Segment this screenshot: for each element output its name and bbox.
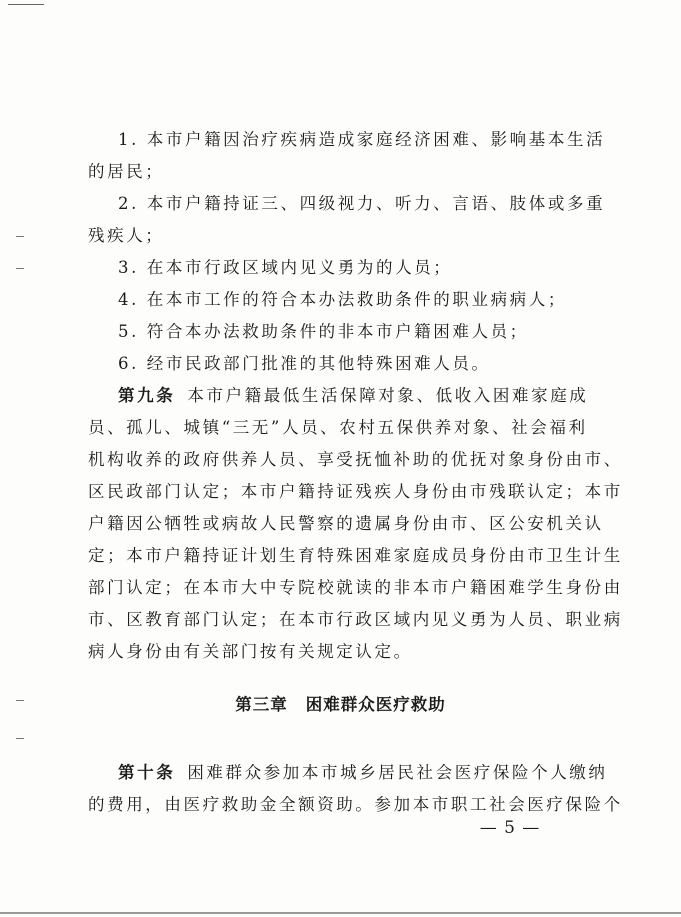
body-line: 2. 本市户籍持证三、四级视力、听力、言语、肢体或多重 bbox=[118, 194, 606, 213]
body-line: 病人身份由有关部门按有关规定认定。 bbox=[88, 642, 413, 661]
body-line: 5. 符合本办法救助条件的非本市户籍困难人员； bbox=[118, 322, 529, 341]
margin-mark bbox=[16, 236, 24, 237]
body-line: 的居民； bbox=[88, 162, 165, 181]
scan-edge-line bbox=[0, 912, 681, 914]
body-line: 6. 经市民政部门批准的其他特殊困难人员。 bbox=[118, 354, 491, 373]
body-line: 3. 在本市行政区域内见义勇为的人员； bbox=[118, 258, 453, 277]
body-line: 1. 本市户籍因治疗疾病造成家庭经济困难、影响基本生活 bbox=[118, 130, 606, 149]
body-line: 的费用，由医疗救助金全额资助。参加本市职工社会医疗保险个 bbox=[88, 795, 623, 814]
body-line: 市、区教育部门认定；在本市行政区域内见义勇为人员、职业病 bbox=[88, 610, 623, 629]
body-line: 机构收养的政府供养人员、享受抚恤补助的优抚对象身份由市、 bbox=[88, 450, 623, 469]
body-line: 员、孤儿、城镇“三无”人员、农村五保供养对象、社会福利 bbox=[88, 418, 588, 437]
chapter-title: 困难群众医疗救助 bbox=[305, 695, 446, 714]
body-line: 残疾人； bbox=[88, 226, 165, 245]
chapter-heading bbox=[0, 693, 681, 717]
body-line: 户籍因公牺牲或病故人民警察的遗属身份由市、区公安机关认 bbox=[88, 514, 604, 533]
chapter-number: 第三章 bbox=[235, 695, 288, 714]
margin-mark bbox=[16, 268, 24, 269]
body-line: 区民政部门认定；本市户籍持证残疾人身份由市残联认定；本市 bbox=[88, 482, 623, 501]
article-10-label: 第十条 bbox=[118, 763, 176, 782]
article-9-label: 第九条 bbox=[118, 386, 176, 405]
article-10-first-line bbox=[118, 761, 608, 785]
scan-edge-line bbox=[8, 4, 44, 5]
margin-mark bbox=[16, 738, 24, 739]
page-number: — 5 — bbox=[479, 818, 541, 838]
article-9-first-line bbox=[118, 384, 589, 408]
article-10-text: 困难群众参加本市城乡居民社会医疗保险个人缴纳 bbox=[187, 763, 608, 782]
body-line: 部门认定；在本市大中专院校就读的非本市户籍困难学生身份由 bbox=[88, 578, 623, 597]
body-line: 定；本市户籍持证计划生育特殊困难家庭成员身份由市卫生计生 bbox=[88, 546, 623, 565]
body-line: 4. 在本市工作的符合本办法救助条件的职业病病人； bbox=[118, 290, 567, 309]
article-9-text: 本市户籍最低生活保障对象、低收入困难家庭成 bbox=[187, 386, 589, 405]
